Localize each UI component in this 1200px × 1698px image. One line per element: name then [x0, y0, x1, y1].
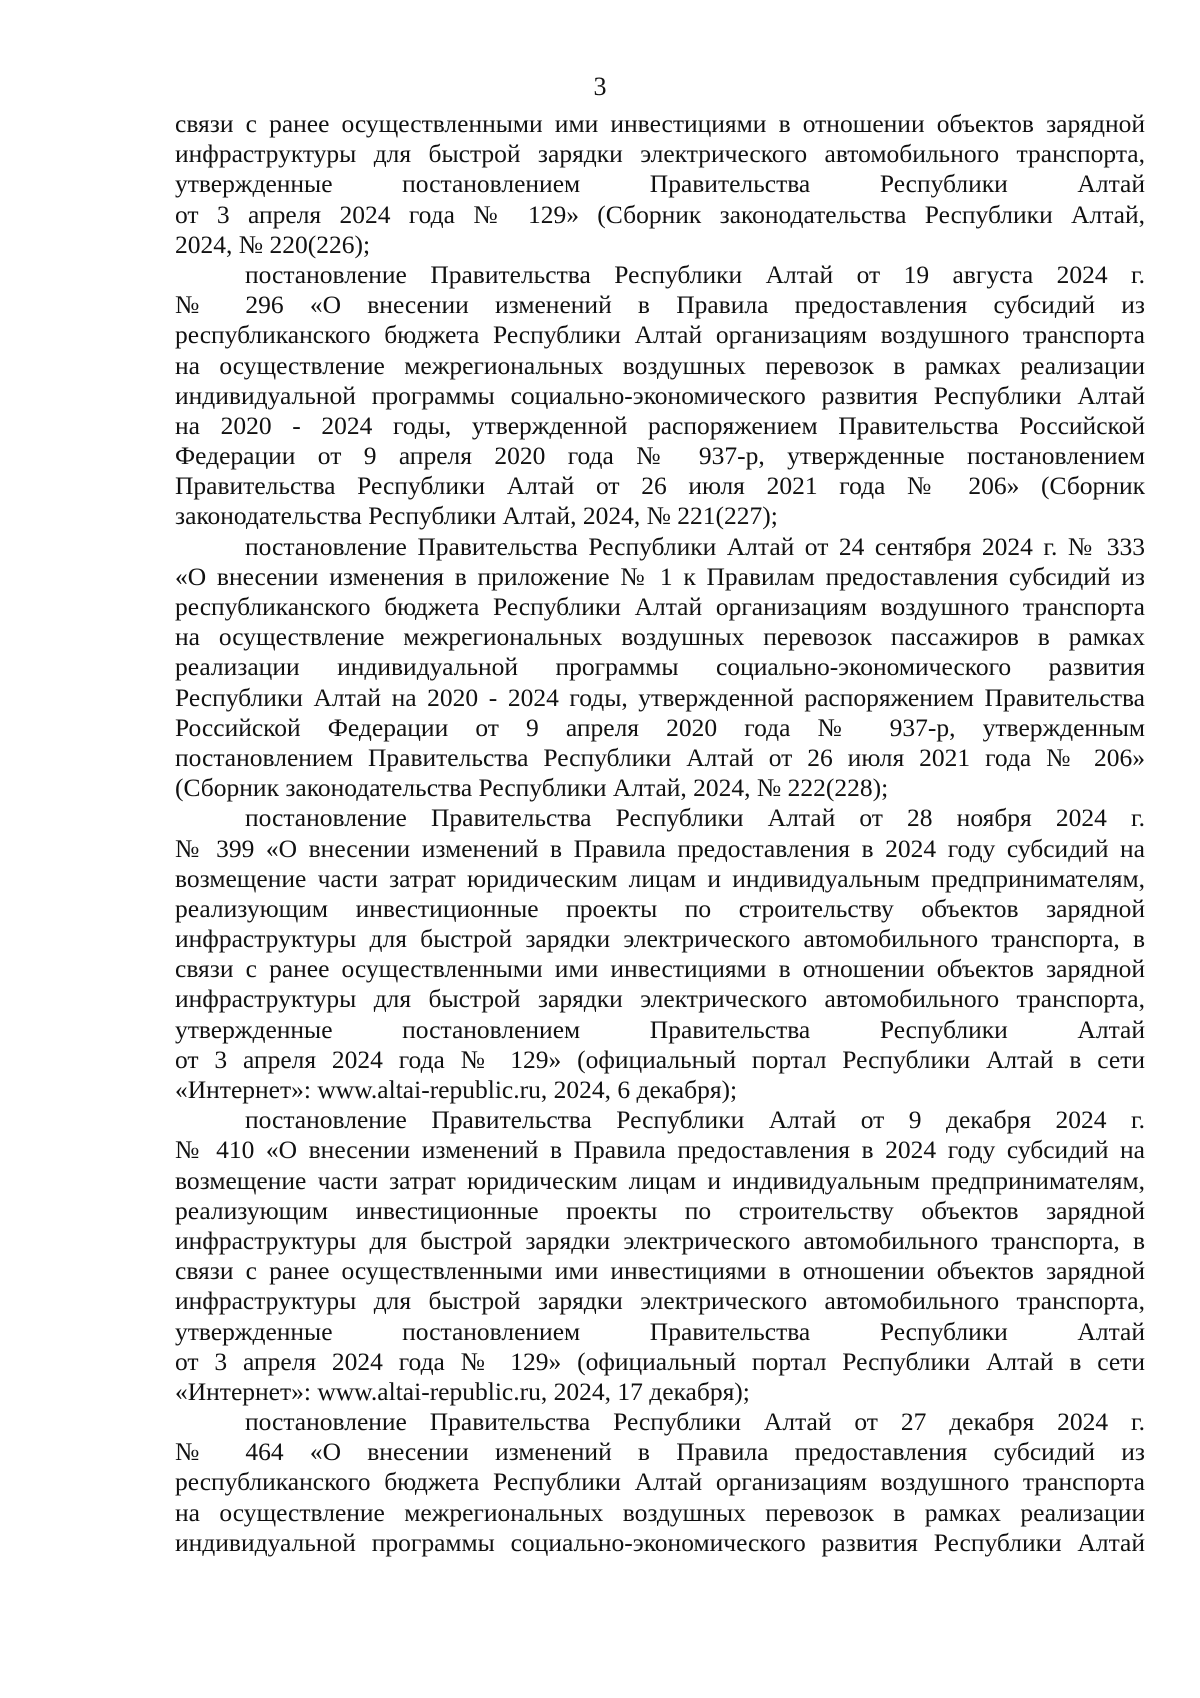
text-line: № 410 «О внесении изменений в Правила предоставления в 2024 году субсидий на — [175, 1135, 1145, 1165]
text-line: республиканского бюджета Республики Алтай организациям воздушного транспорта — [175, 1467, 1145, 1497]
text-line: постановление Правительства Республики Алтай от 27 декабря 2024 г. — [245, 1407, 1145, 1437]
text-line: 2024, № 220(226); — [175, 229, 371, 259]
text-line: связи с ранее осуществленными ими инвестициями в отношении объектов зарядной — [175, 109, 1145, 138]
text-line: республиканского бюджета Республики Алтай организациям воздушного транспорта — [175, 320, 1145, 350]
text-line: постановление Правительства Республики Алтай от 9 декабря 2024 г. — [245, 1105, 1145, 1135]
text-line: инфраструктуры для быстрой зарядки электрического автомобильного транспорта, — [175, 984, 1145, 1014]
paragraph — [175, 1407, 1145, 1558]
document-body — [175, 109, 1145, 1558]
text-line: на 2020 - 2024 годы, утвержденной распоряжением Правительства Российской — [175, 410, 1145, 440]
text-line: индивидуальной программы социально-экономического развития Республики Алтай — [175, 380, 1145, 410]
text-line: Российской Федерации от 9 апреля 2020 года № 937-р, утвержденным — [175, 712, 1145, 742]
text-line: связи с ранее осуществленными ими инвестициями в отношении объектов зарядной — [175, 1256, 1145, 1286]
text-line: связи с ранее осуществленными ими инвестициями в отношении объектов зарядной — [175, 954, 1145, 984]
text-line: от 3 апреля 2024 года № 129» (Сборник законодательства Республики Алтай, — [175, 199, 1145, 229]
text-line: № 464 «О внесении изменений в Правила предоставления субсидий из — [175, 1437, 1145, 1467]
text-line: (Сборник законодательства Республики Алтай, 2024, № 222(228); — [175, 773, 889, 803]
text-line: реализующим инвестиционные проекты по строительству объектов зарядной — [175, 893, 1145, 923]
text-line: инфраструктуры для быстрой зарядки электрического автомобильного транспорта, — [175, 139, 1145, 169]
text-line: возмещение части затрат юридическим лицам и индивидуальным предпринимателям, — [175, 863, 1145, 893]
text-line: «Интернет»: www.altai-republic.ru, 2024, 6 декабря); — [175, 1075, 738, 1104]
text-line: Федерации от 9 апреля 2020 года № 937-р, утвержденные постановлением — [175, 441, 1145, 471]
text-line: постановление Правительства Республики Алтай от 24 сентября 2024 г. № 333 — [245, 531, 1145, 561]
text-line: № 296 «О внесении изменений в Правила предоставления субсидий из — [175, 290, 1145, 320]
text-line: республиканского бюджета Республики Алтай организациям воздушного транспорта — [175, 592, 1145, 621]
text-line: № 399 «О внесении изменений в Правила предоставления в 2024 году субсидий на — [175, 833, 1145, 863]
text-line: «О внесении изменения в приложение № 1 к Правилам предоставления субсидий из — [175, 561, 1145, 591]
text-line: реализации индивидуальной программы социально-экономического развития — [175, 652, 1145, 682]
page-number: 3 — [593, 72, 607, 101]
text-line: утвержденные постановлением Правительства Республики Алтай — [175, 1014, 1145, 1044]
paragraph — [175, 803, 1145, 1105]
text-line: утвержденные постановлением Правительства Республики Алтай — [175, 169, 1145, 199]
text-line: инфраструктуры для быстрой зарядки электрического автомобильного транспорта, — [175, 1286, 1145, 1316]
paragraph — [175, 260, 1145, 532]
text-line: возмещение части затрат юридическим лицам и индивидуальным предпринимателям, — [175, 1165, 1145, 1195]
text-line: постановление Правительства Республики Алтай от 28 ноября 2024 г. — [245, 803, 1145, 833]
paragraph — [175, 1105, 1145, 1407]
text-line: от 3 апреля 2024 года № 129» (официальный портал Республики Алтай в сети — [175, 1346, 1145, 1376]
text-line: на осуществление межрегиональных воздушных перевозок в рамках реализации — [175, 1497, 1145, 1527]
text-line: «Интернет»: www.altai-republic.ru, 2024, 17 декабря); — [175, 1376, 750, 1406]
text-line: законодательства Республики Алтай, 2024, № 221(227); — [175, 501, 778, 531]
text-line: на осуществление межрегиональных воздушных перевозок пассажиров в рамках — [175, 622, 1145, 652]
text-line: инфраструктуры для быстрой зарядки электрического автомобильного транспорта, в — [175, 1225, 1145, 1255]
text-line: утвержденные постановлением Правительства Республики Алтай — [175, 1316, 1145, 1346]
text-line: постановление Правительства Республики Алтай от 19 августа 2024 г. — [245, 259, 1145, 289]
paragraph — [175, 532, 1145, 804]
text-line: реализующим инвестиционные проекты по строительству объектов зарядной — [175, 1195, 1145, 1225]
text-line: от 3 апреля 2024 года № 129» (официальный портал Республики Алтай в сети — [175, 1044, 1145, 1074]
text-line: постановлением Правительства Республики Алтай от 26 июля 2021 года № 206» — [175, 742, 1145, 772]
text-line: Республики Алтай на 2020 - 2024 годы, утвержденной распоряжением Правительства — [175, 682, 1145, 712]
text-line: на осуществление межрегиональных воздушных перевозок в рамках реализации — [175, 350, 1145, 380]
text-line: Правительства Республики Алтай от 26 июля 2021 года № 206» (Сборник — [175, 471, 1145, 501]
text-line: инфраструктуры для быстрой зарядки электрического автомобильного транспорта, в — [175, 924, 1145, 954]
text-line: индивидуальной программы социально-экономического развития Республики Алтай — [175, 1527, 1145, 1557]
paragraph — [175, 109, 1145, 260]
